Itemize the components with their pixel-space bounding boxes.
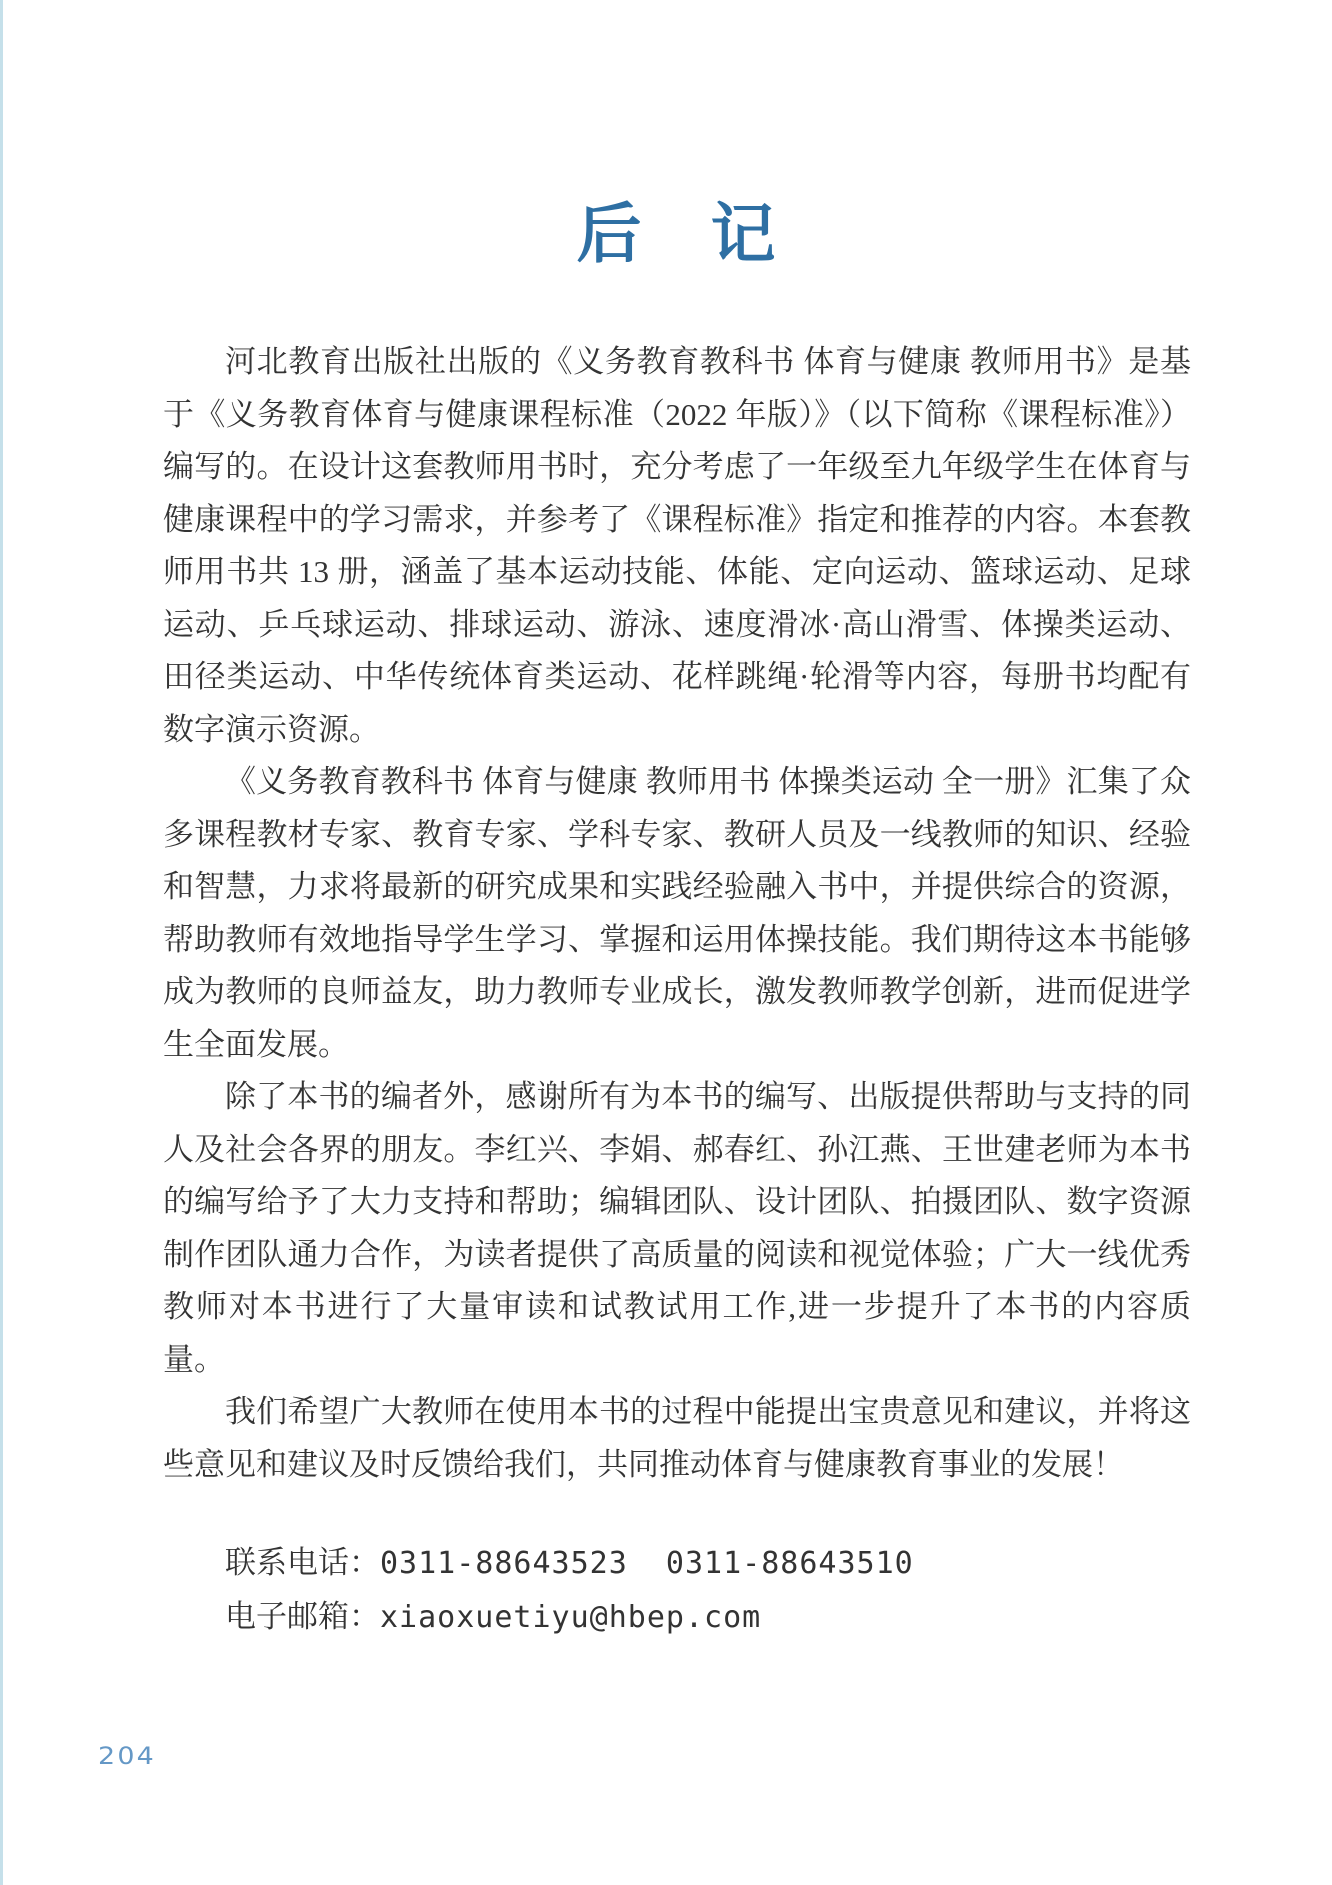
contact-phone-line [163, 1537, 1191, 1591]
contact-block [163, 1537, 1191, 1644]
phone-label: 联系电话： [225, 1545, 380, 1580]
paragraph-1: 河北教育出版社出版的《义务教育教科书 体育与健康 教师用书》是基于《义务教育体育与健康课程标准（2022 年版）》（以下简称《课程标准》）编写的。在设计这套教师用书时，充分考虑了一年级至九年级学生在体育与健康课程中的学习需求，并参考了《课程标准》指定和推荐的内容。本套教师用书共 13 册，涵盖了基本运动技能、体能、定向运动、篮球运动、足球运动、乒乓球运动、排球运动、游泳、速度滑冰·高山滑雪、体操类运动、田径类运动、中华传统体育类运动、花样跳绳·轮滑等内容，每册书均配有数字演示资源。 [163, 344, 1191, 747]
page-number: 204 [98, 1742, 157, 1770]
page-title: 后 记 [576, 199, 778, 271]
paragraph-2: 《义务教育教科书 体育与健康 教师用书 体操类运动 全一册》汇集了众多课程教材专家、教育专家、学科专家、教研人员及一线教师的知识、经验和智慧，力求将最新的研究成果和实践经验融入书中，并提供综合的资源，帮助教师有效地指导学生学习、掌握和运用体操技能。我们期待这本书能够成为教师的良师益友，助力教师专业成长，激发教师教学创新，进而促进学生全面发展。 [163, 764, 1191, 1062]
page-edge-line [0, 0, 3, 1885]
afterword-body [163, 336, 1191, 1644]
phone-numbers: 0311-88643523 0311-88643510 [380, 1546, 914, 1581]
email-label: 电子邮箱： [225, 1598, 380, 1634]
email-address: xiaoxuetiyu@hbep.com [380, 1599, 762, 1635]
paragraph-3: 除了本书的编者外，感谢所有为本书的编写、出版提供帮助与支持的同人及社会各界的朋友。李红兴、李娟、郝春红、孙江燕、王世建老师为本书的编写给予了大力支持和帮助；编辑团队、设计团队、拍摄团队、数字资源制作团队通力合作，为读者提供了高质量的阅读和视觉体验；广大一线优秀教师对本书进行了大量审读和试教试用工作,进一步提升了本书的内容质量。 [163, 1079, 1191, 1377]
paragraph-4: 我们希望广大教师在使用本书的过程中能提出宝贵意见和建议，并将这些意见和建议及时反馈给我们，共同推动体育与健康教育事业的发展！ [163, 1394, 1191, 1482]
contact-email-line [163, 1591, 1191, 1645]
